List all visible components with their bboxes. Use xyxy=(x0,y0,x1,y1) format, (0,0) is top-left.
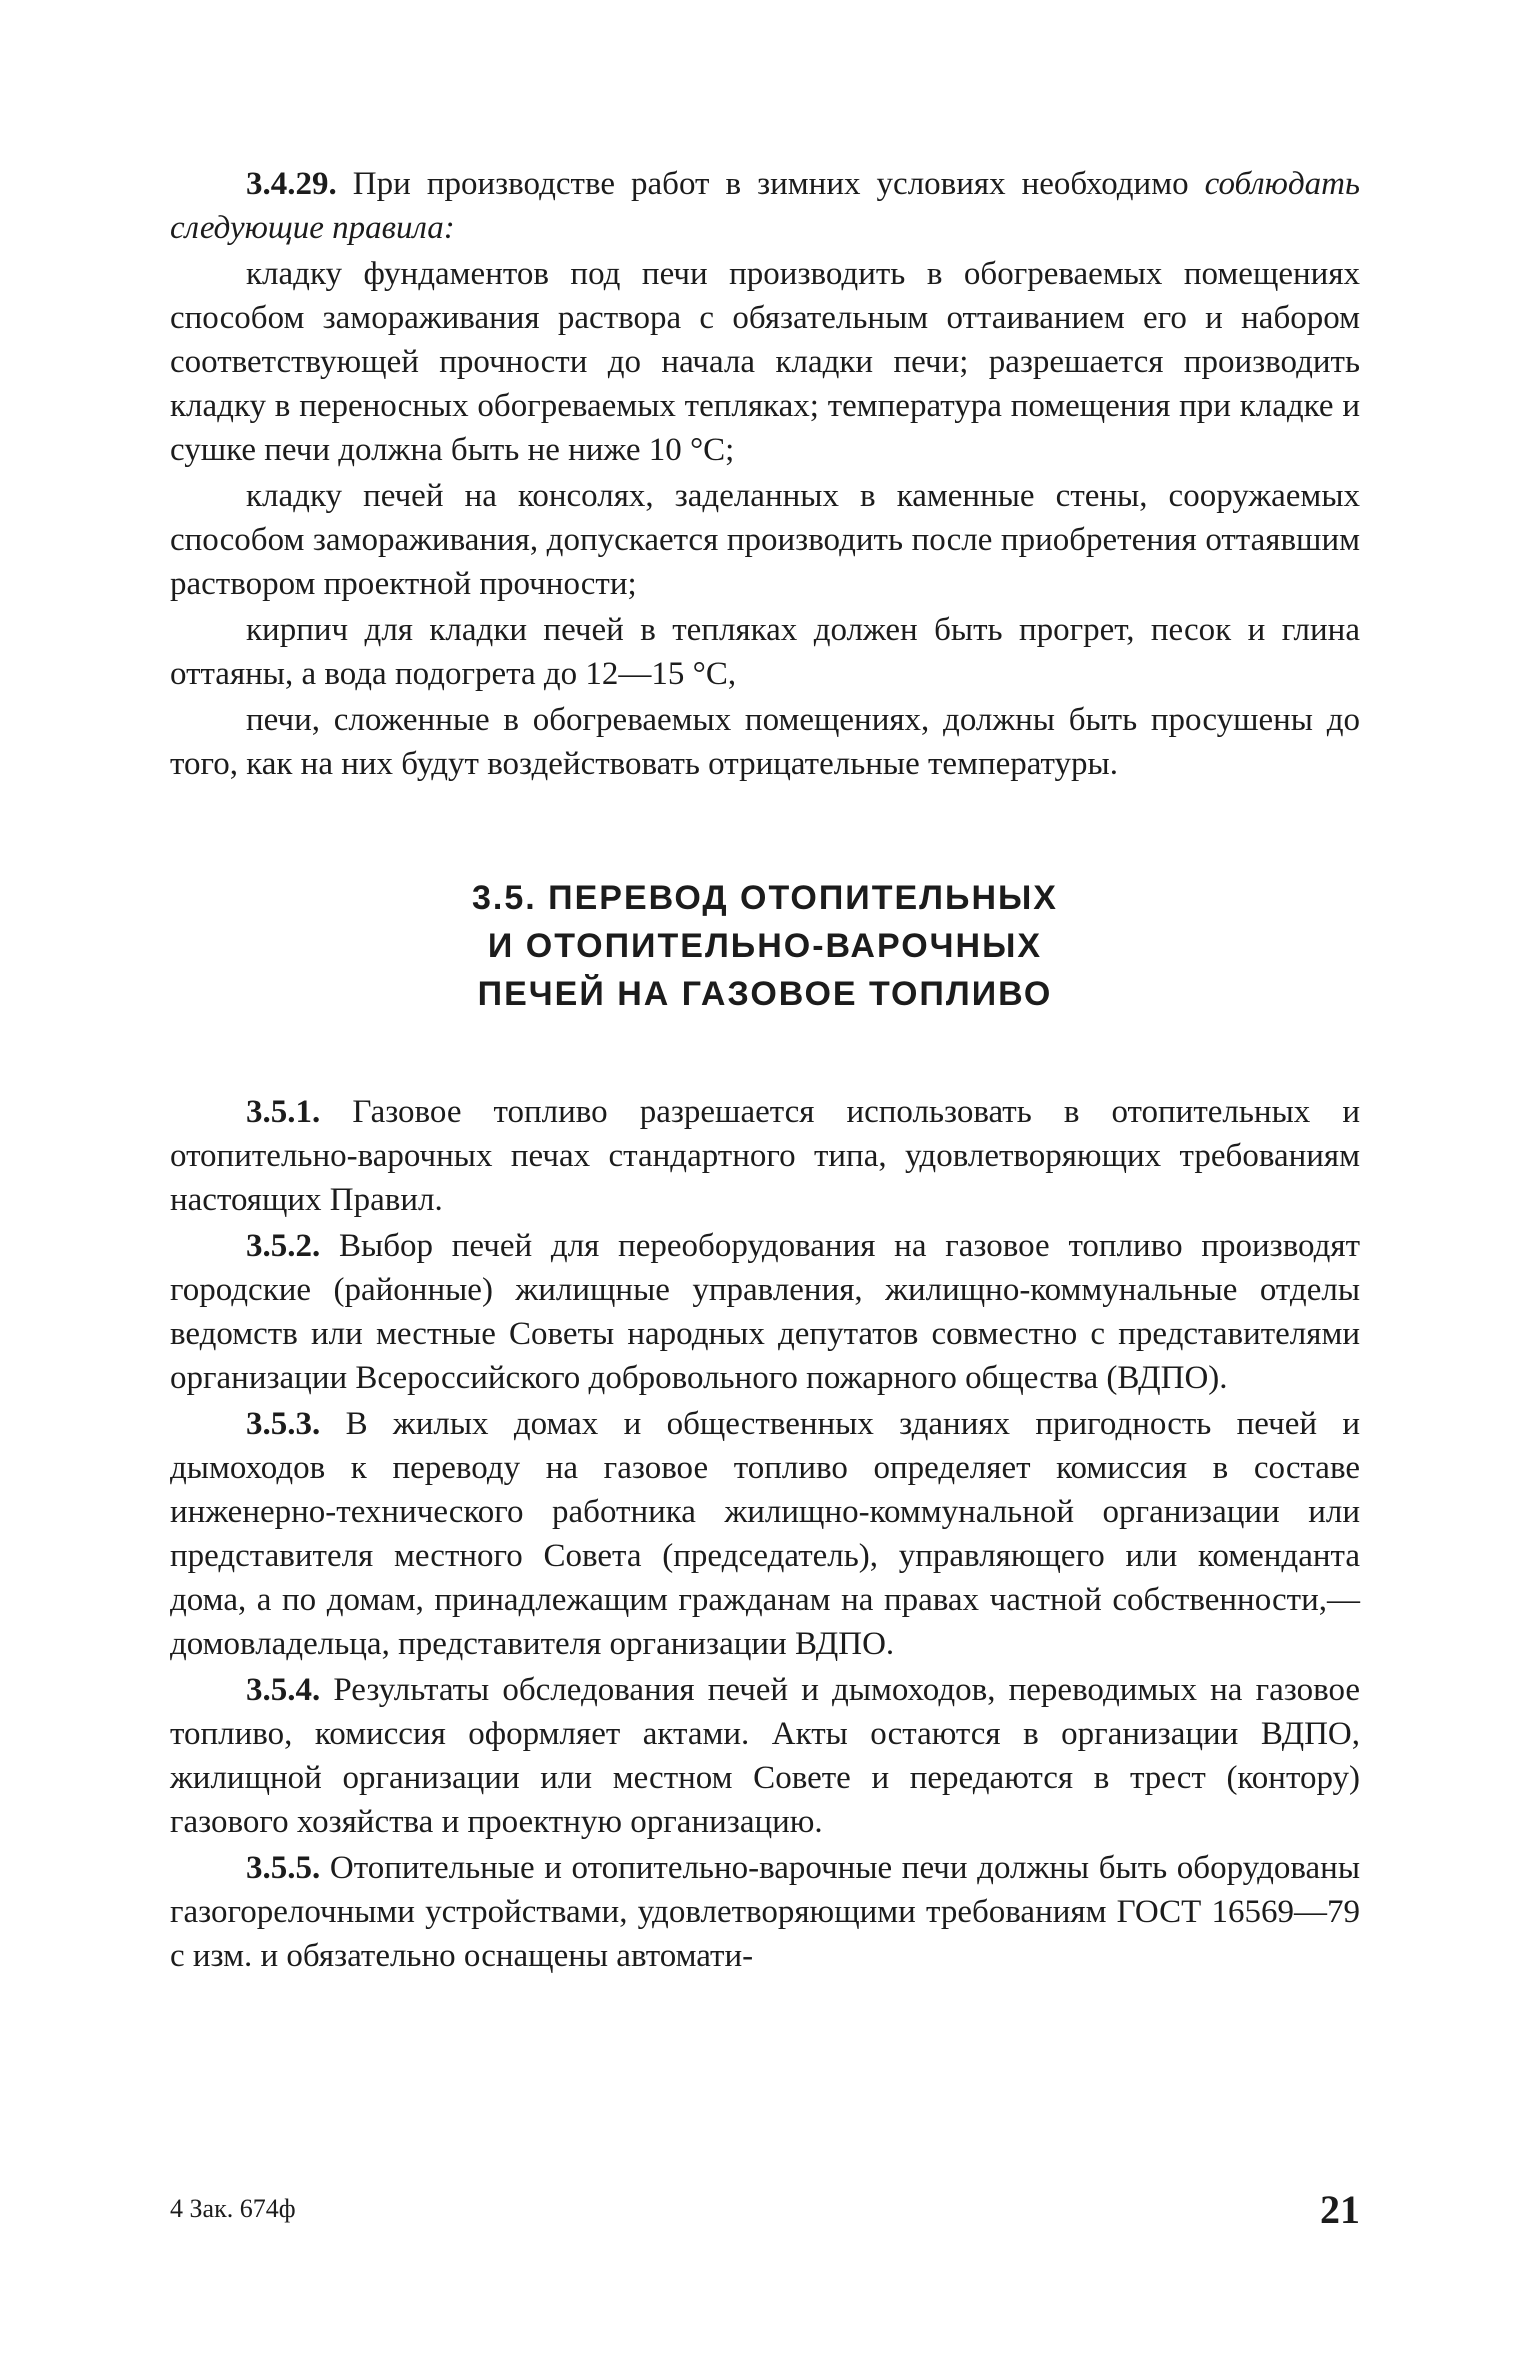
clause-3-5-3 xyxy=(170,1402,1360,1666)
page-body xyxy=(170,162,1360,1978)
section-heading xyxy=(170,874,1360,1018)
clause-number: 3.5.4. xyxy=(246,1672,321,1708)
order-code: 4 Зак. 674ф xyxy=(170,2194,296,2223)
clause-number: 3.5.2. xyxy=(246,1228,321,1264)
clause-intro-italic: соблюдать следующие правила: xyxy=(170,166,1360,246)
rule-item: кладку фундаментов под печи производить в обогреваемых помещениях способом замораживания раствора с обязательным оттаиванием его и набором соответствующей прочности до начала кладки печи; разрешается производить кладку в переносных обогреваемых тепляках; температура помещения при кладке и сушке печи должна быть не ниже 10 °С; xyxy=(170,256,1360,468)
page-number: 21 xyxy=(1320,2187,1360,2232)
rule-item: кирпич для кладки печей в тепляках должен быть прогрет, песок и глина оттаяны, а вода подогрета до 12—15 °С, xyxy=(170,612,1360,692)
clause-text: Отопительные и отопительно-варочные печи должны быть оборудованы газогорелочными устройствами, удовлетворяющими требованиям ГОСТ 16569—79 с изм. и обязательно оснащены автомати- xyxy=(170,1850,1361,1974)
heading-line: 3.5. ПЕРЕВОД ОТОПИТЕЛЬНЫХ xyxy=(472,879,1058,917)
clause-text: Газовое топливо разрешается использовать в отопительных и отопительно-варочных печах стандартного типа, удовлетворяющих требованиям настоящих Правил. xyxy=(170,1094,1360,1218)
clause-number: 3.4.29. xyxy=(246,166,337,202)
page-footer xyxy=(170,2186,1360,2236)
clause-3-5-2 xyxy=(170,1224,1360,1400)
clause-text: Результаты обследования печей и дымоходов, переводимых на газовое топливо, комиссия оформляет актами. Акты остаются в организации ВДПО, жилищной организации или местном Совете и передаются в трест (контору) газового хозяйства и проектную организацию. xyxy=(170,1672,1360,1840)
heading-line: И ОТОПИТЕЛЬНО-ВАРОЧНЫХ xyxy=(487,927,1043,965)
rule-item: кладку печей на консолях, заделанных в каменные стены, сооружаемых способом замораживания, допускается производить после приобретения оттаявшим раствором проектной прочности; xyxy=(170,478,1360,602)
heading-line: ПЕЧЕЙ НА ГАЗОВОЕ ТОПЛИВО xyxy=(477,975,1053,1013)
clause-number: 3.5.3. xyxy=(246,1406,321,1442)
clause-number: 3.5.5. xyxy=(246,1850,321,1886)
clause-3-5-4 xyxy=(170,1668,1360,1844)
paragraph-3-4-29 xyxy=(170,162,1360,250)
clause-text: В жилых домах и общественных зданиях пригодность печей и дымоходов к переводу на газовое топливо определяет комиссия в составе инженерно-технического работника жилищно-коммунальной организации или представителя местного Совета (председатель), управляющего или коменданта дома, а по домам, принадлежащим гражданам на правах частной собственности,— домовладельца, представителя организации ВДПО. xyxy=(170,1406,1361,1662)
clause-text: Выбор печей для переоборудования на газовое топливо производят городские (районные) жилищные управления, жилищно-коммунальные отделы ведомств или местные Советы народных депутатов совместно с представителями организации Всероссийского добровольного пожарного общества (ВДПО). xyxy=(170,1228,1360,1396)
clause-number: 3.5.1. xyxy=(246,1094,321,1130)
clause-intro: При производстве работ в зимних условиях необходимо xyxy=(352,166,1205,202)
clause-3-5-1 xyxy=(170,1090,1360,1222)
rule-item: печи, сложенные в обогреваемых помещениях, должны быть просушены до того, как на них будут воздействовать отрицательные температуры. xyxy=(170,702,1360,782)
clause-3-5-5 xyxy=(170,1846,1360,1978)
